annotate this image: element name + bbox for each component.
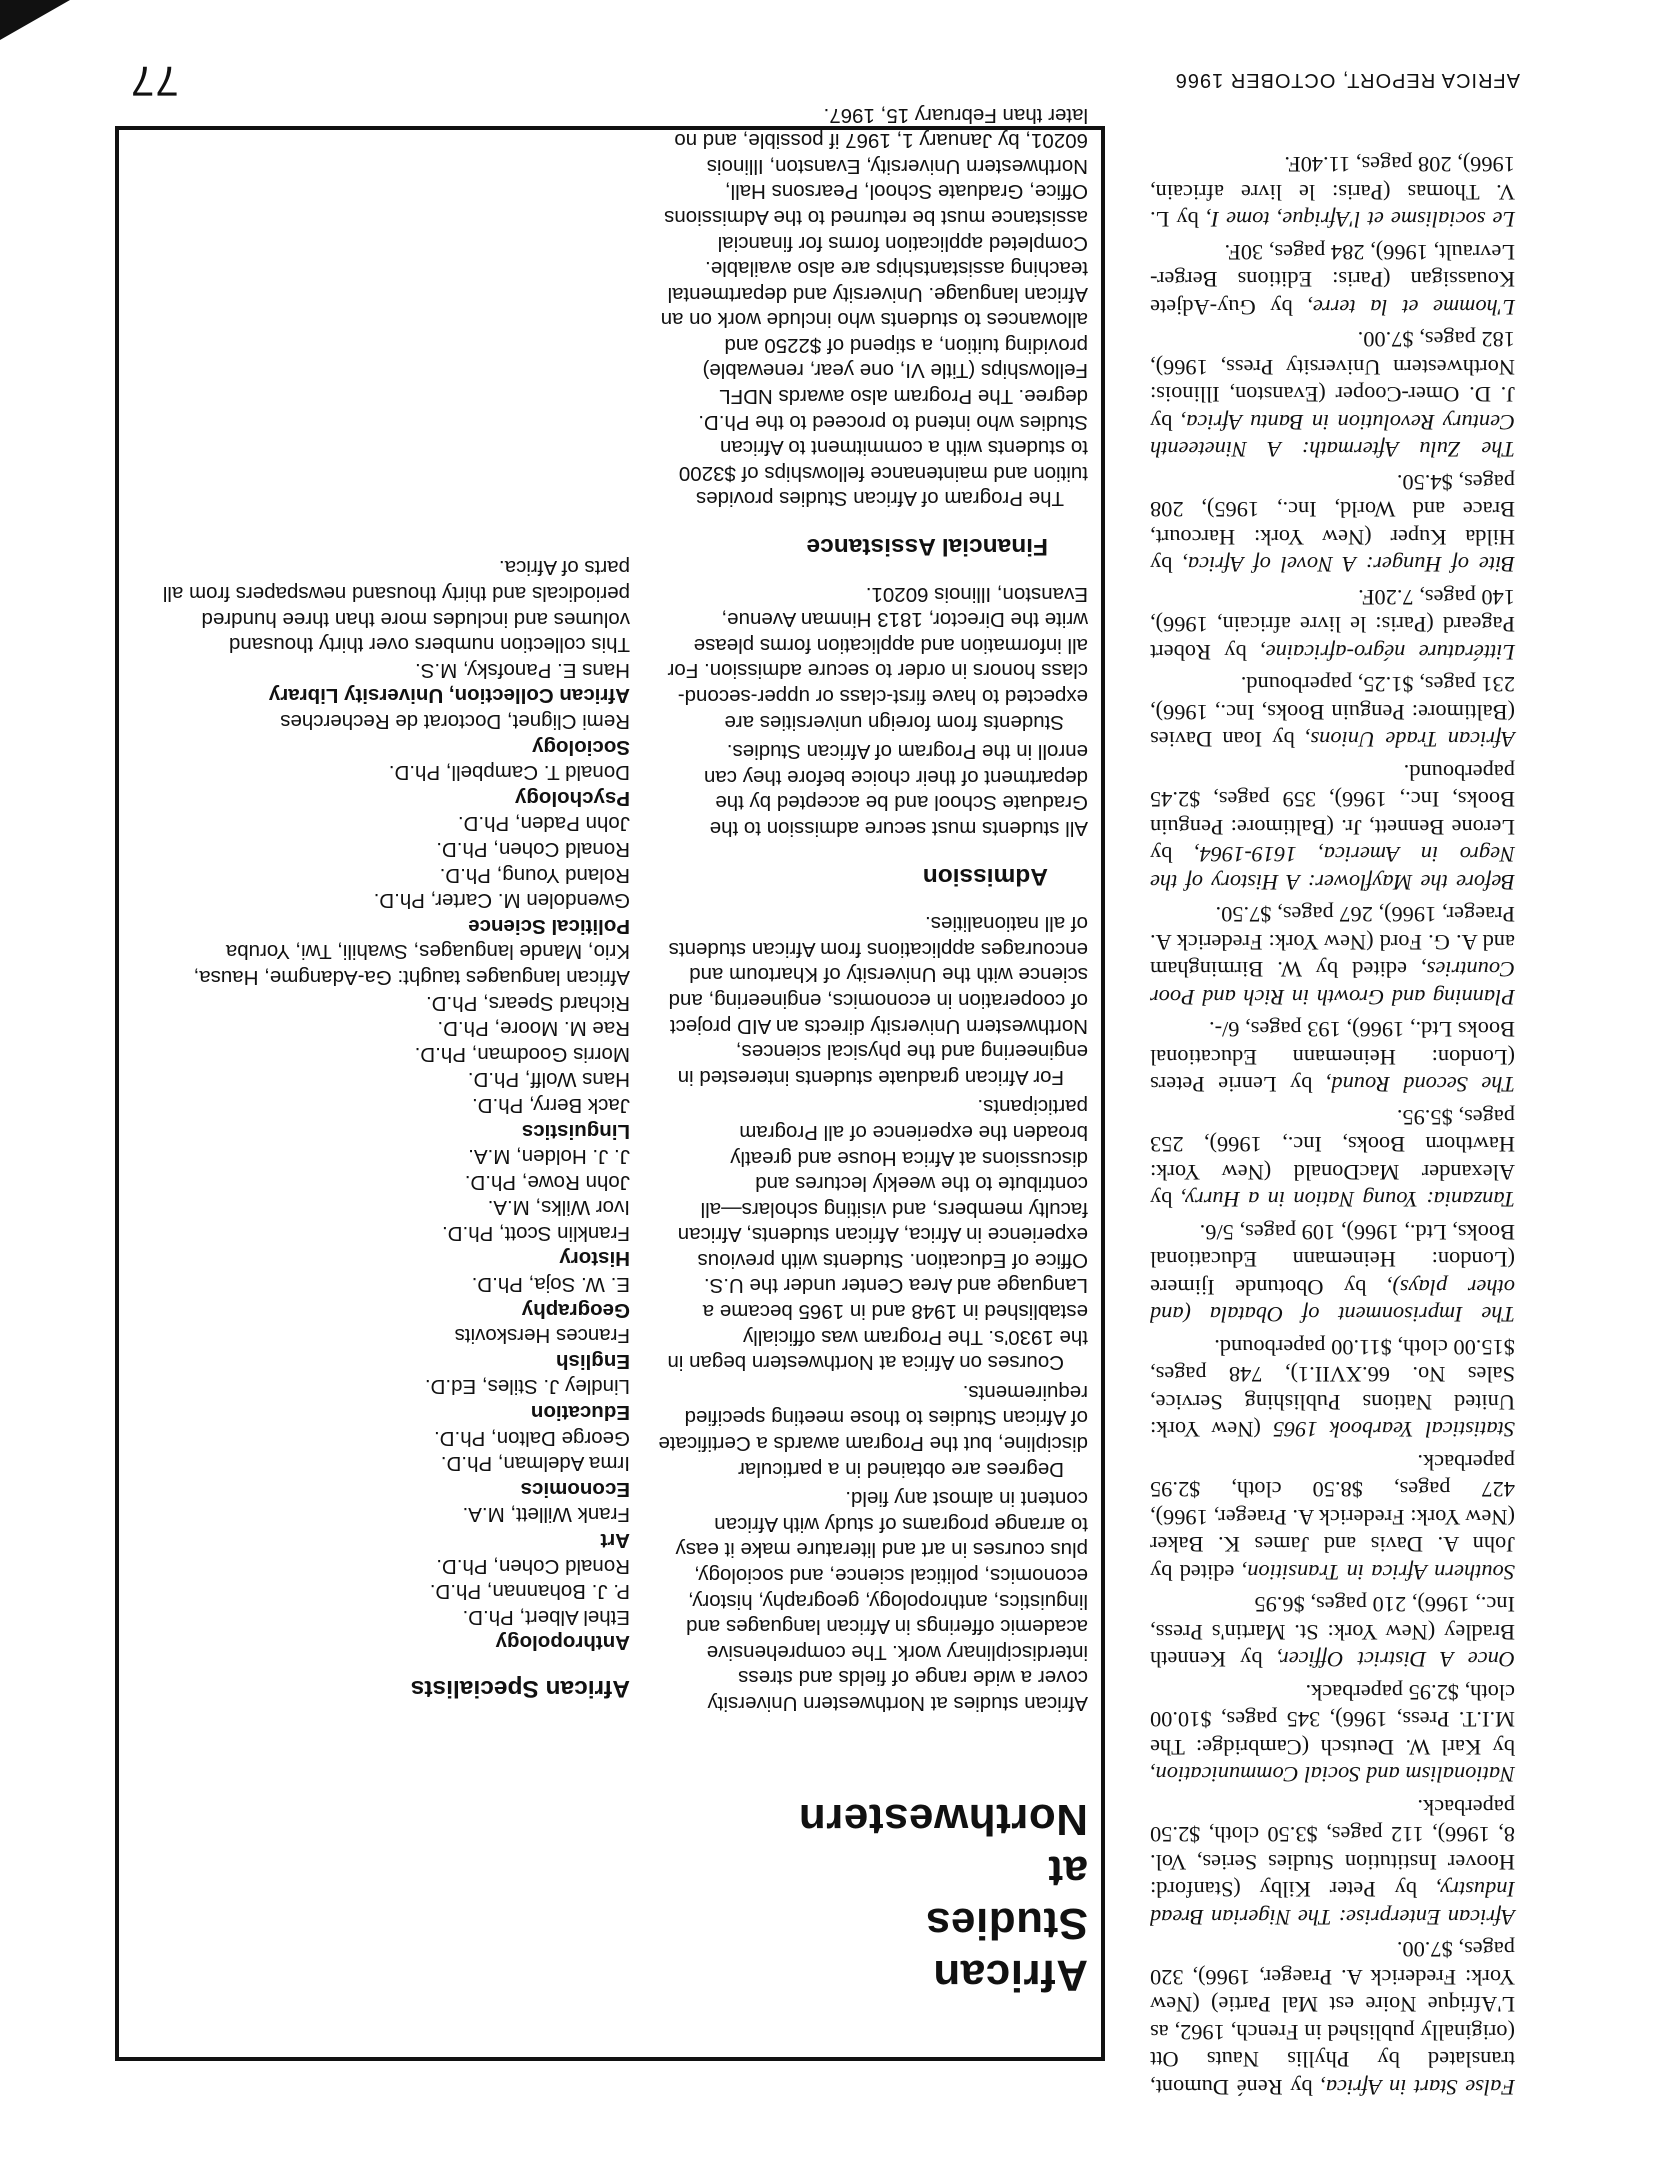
intro-section [658, 911, 1088, 1716]
discipline [150, 1502, 630, 1553]
specialist-list [150, 1502, 630, 1528]
discipline-name: English [555, 1349, 630, 1373]
book-title: The Zulu Aftermath: A Nineteenth Century Revolution in Bantu Africa, [1150, 410, 1515, 463]
book-details: by Lenrie Peters (London: Heinemann Educational Books Ltd., 1966), 193 pages, 6/-. [1150, 1017, 1515, 1098]
book-details: by Guy-Adjete Kouassigan (Paris: Editions Berger-Levrault, 1966), 284 pages, 30F. [1150, 240, 1515, 320]
specialist-list [150, 811, 630, 913]
specialist-name: J. J. Holden, M.A. [468, 1145, 630, 1169]
specialist-list [150, 1374, 630, 1400]
specialist-name: Roland Young, Ph.D. [439, 863, 630, 887]
specialist-list [150, 990, 630, 1118]
header-title: AFRICA REPORT, OCTOBER 1966 [1174, 69, 1520, 91]
discipline [150, 1272, 630, 1323]
specialist-name: Irma Adelman, Ph.D. [440, 1452, 630, 1476]
discipline [150, 1425, 630, 1502]
discipline-name: Art [600, 1529, 630, 1553]
book-details: by Karl W. Deutsch (Cambridge: The M.I.T. Press, 1966), 345 pages, $10.00 cloth, $2.95 paperback. [1150, 1680, 1515, 1760]
specialist-list [150, 1323, 630, 1349]
book-details: by Peter Kilby (Stanford: Hoover Institution Studies Series, Vol. 8, 1966), 112 pages, $3.50 cloth, $2.50 paperback. [1150, 1795, 1515, 1903]
book-entry [1150, 1679, 1515, 1789]
book-details: by Hilda Kuper (New York: Harcourt, Brace and World, Inc., 1965), 208 pages, $4.50. [1150, 470, 1515, 578]
book-details: by Lerone Bennett, Jr. (Baltimore: Penguin Books, Inc., 1966), 359 pages, $2.45 paperbound. [1150, 760, 1515, 868]
library-heading: African Collection, University Library [268, 684, 630, 708]
article-title-line: at Northwestern [798, 1795, 1088, 1896]
book-entry [1150, 326, 1515, 464]
paragraph: Degrees are obtained in a particular discipline, but the Program awards a Certificate of African Studies to those meeting specified requirements. [658, 1380, 1088, 1481]
specialist-name: Lindley J. Stiles, Ed.D. [424, 1375, 630, 1399]
book-entry [1150, 671, 1515, 754]
specialist-name: Richard Spears, Ph.D. [426, 991, 630, 1015]
discipline-name: Psychology [514, 786, 630, 810]
book-title: African Enterprise: The Nigerian Bread Industry, [1150, 1877, 1515, 1930]
article-title [758, 1793, 1088, 2001]
article-title-line: African Studies [925, 1899, 1088, 2000]
book-title: Nationalism and Social Communication, [1150, 1762, 1515, 1788]
discipline-list [150, 708, 630, 938]
specialist-name: P. J. Bohannan, Ph.D. [429, 1580, 630, 1604]
book-title: L'homme et la terre, [1307, 295, 1515, 320]
book-entry [1150, 1104, 1515, 1214]
specialist-name: John Paden, Ph.D. [457, 812, 630, 836]
paragraph: African studies at Northwestern University cover a wide range of fields and stress interdisciplinary work. The comprehensive academic offerings in African languages and linguistics, anthropology, geography, history, economics, political science, and sociology, plus courses in art and literature make it easy to arrange programs of study with African content in almost any field. [675, 1487, 1088, 1715]
paragraph: For African graduate students interested in engineering and the physical sciences, Northwestern University directs an AID project of cooperation in economics, engineering, and science with the University of Khartoum and encourages applications from African students of all nationalities. [668, 912, 1088, 1089]
discipline [150, 1144, 630, 1272]
discipline-list [150, 990, 630, 1655]
book-entry [1150, 1334, 1515, 1444]
book-list [1150, 146, 1515, 2101]
book-details: by René Dumont, translated by Phyllis Nauts Ott (originally published in French, 1962, as L'Afrique Noire est Mal Partie) (New York: Frederick A. Praeger, 1966), 320 pages, $7.00. [1150, 1937, 1515, 2100]
book-title: Bite of Hunger: A Novel of Africa, [1182, 552, 1515, 578]
book-details: edited by W. Birmingham and A. G. Ford (New York: Frederick A. Praeger, 1966), 267 pages, $7.50. [1150, 902, 1515, 983]
discipline-name: Political Science [468, 914, 630, 938]
paragraph: The Program of African Studies provides tuition and maintenance fellowships of $3200 to students with a commitment to African Studies who intend to proceed to the Ph.D. degree. The Program also awards NDFL Fellowships (Title VI, one year, renewable) providing tuition, a stipend of $2250 and allowances to students who include work on an African language. University and departmental teaching assistantships are also available. Completed application forms for financial assistance must be returned to the Admissions Office, Graduate School, Pearsons Hall, Northwestern University, Evanston, Illinois 60201, by January 1, 1967 if possible, and no later than February 15, 1967. [660, 103, 1088, 511]
specialist-name: George Dalton, Ph.D. [434, 1426, 630, 1450]
book-details: by L. V. Thomas (Paris: le livre africain, 1966), 208 pages, 11.40F. [1150, 152, 1515, 233]
specialist-name: Ethel Albert, Ph.D. [462, 1605, 630, 1629]
book-title: False Start in Africa, [1320, 2075, 1515, 2100]
discipline-name: Sociology [532, 735, 630, 759]
discipline-name: Geography [521, 1298, 630, 1322]
discipline-name: Economics [520, 1477, 630, 1501]
specialist-name: Gwendolen M. Carter, Ph.D. [373, 889, 630, 913]
book-entry [1150, 1591, 1515, 1674]
specialist-list [150, 1144, 630, 1246]
book-entry [1150, 469, 1515, 579]
book-entry [1150, 1449, 1515, 1587]
book-details: by Alexander MacDonald (New York: Hawthorn Books, Inc., 1966), 253 pages, $5.95. [1150, 1105, 1515, 1213]
book-entry [1150, 1794, 1515, 1932]
book-entry [1150, 1016, 1515, 1099]
specialist-name: Donald T. Campbell, Ph.D. [388, 761, 630, 785]
book-title: Le socialisme et l'Afrique, tome I, [1205, 207, 1515, 233]
book-title: Southern Africa in Transition, [1241, 1560, 1515, 1585]
specialist-name: Hans Wolff, Ph.D. [467, 1068, 630, 1092]
scan-corner-mark [0, 0, 70, 40]
specialist-name: Frank Willett, M.A. [462, 1503, 630, 1527]
discipline-name: Education [530, 1401, 630, 1425]
discipline [150, 1323, 630, 1374]
book-details: by Ioan Davies (Baltimore: Penguin Books, Inc., 1966), 231 pages, $1.25, paperbound. [1150, 672, 1515, 753]
book-entry [1150, 1219, 1515, 1329]
specialist-name: Remi Clignet, Doctorat de Recherches [280, 710, 630, 734]
discipline [150, 760, 630, 811]
book-entry [1150, 901, 1515, 1011]
book-title: The Second Round, [1325, 1072, 1515, 1098]
financial-assistance-heading: Financial Assistance [806, 533, 1048, 561]
book-entry [1150, 151, 1515, 234]
book-details: by Robert Pageard (Paris: le livre africain, 1966), 140 pages, 7.20F. [1150, 585, 1515, 665]
specialist-list [150, 1272, 630, 1298]
specialist-name: Frances Herskovits [454, 1324, 630, 1348]
article-body [658, 98, 1088, 1716]
book-title: African Trade Unions, [1304, 727, 1515, 753]
book-title: Littérature négro-africaine, [1260, 640, 1515, 665]
discipline-name: History [559, 1247, 630, 1271]
book-details: by Kenneth Bradley (New York: St. Martin's Press, Inc., 1966), 210 pages, $6.95 [1150, 1592, 1515, 1673]
discipline-name: Anthropology [495, 1631, 630, 1655]
book-title: Once A District Officer, [1276, 1647, 1515, 1673]
specialist-name: Ronald Cohen, Ph.D. [436, 1554, 630, 1578]
specialist-list [150, 760, 630, 786]
book-details: by Obotunde Ijimere (London: Heinemann Educational Books, Ltd., 1966), 109 pages, 5/6. [1150, 1220, 1515, 1300]
specialist-name: Jack Berry, Ph.D. [472, 1093, 630, 1117]
discipline [150, 811, 630, 939]
book-title: Before the Mayflower: A History of the Negro in America, 1619-1964, [1150, 842, 1515, 895]
book-details: by J. D. Omer-Cooper (Evanston, Illinois: Northwestern University Press, 1966), 182 pages, $7.00. [1150, 327, 1515, 435]
page-number: 77 [130, 58, 179, 105]
discipline [150, 708, 630, 759]
specialists-heading: African Specialists [410, 1675, 630, 1702]
specialist-list [150, 1425, 630, 1476]
specialist-list [150, 708, 630, 734]
specialist-name: Morris Goodman, Ph.D. [414, 1042, 630, 1066]
book-entry [1150, 1936, 1515, 2101]
book-entry [1150, 584, 1515, 667]
specialist-name: Ivor Wilks, M.A. [487, 1196, 630, 1220]
paragraph: All students must secure admission to the Graduate School and be accepted by the department of their choice before they can enroll in the Program of African Studies. [703, 740, 1088, 840]
paragraph: Courses on Africa at Northwestern began in the 1930's. The Program was officially established in 1948 and in 1965 became a Language and Area Center under the U.S. Office of Education. Students with previous experience in Africa, African students, African faculty members, and visiting scholars—all contribute to the weekly lectures and discussions at Africa House and greatly broaden the experience of all Program participants. [667, 1095, 1088, 1375]
book-entry [1150, 759, 1515, 897]
languages-note: African languages taught: Ga-Adangme, Hausa, Krio, Mande languages, Swahili, Twi, Yoruba [193, 940, 630, 989]
book-details: (New York: United Nations Publishing Service, Sales No. 66.XVII.1), 748 pages, $15.00 cloth, $11.00 paperbound. [1150, 1335, 1515, 1443]
admission-heading: Admission [922, 862, 1048, 890]
book-entry [1150, 239, 1515, 322]
book-title: Planning and Growth in Rich and Poor Countries, [1150, 957, 1515, 1010]
discipline-name: Linguistics [521, 1119, 630, 1143]
specialist-name: Ronald Cohen, Ph.D. [436, 838, 630, 861]
specialist-name: Rae M. Moore, Ph.D. [437, 1017, 630, 1041]
discipline [150, 1553, 630, 1655]
african-specialists [150, 555, 630, 1701]
discipline [150, 990, 630, 1144]
library-person: Hans E. Panofsky, M.S. [415, 658, 630, 682]
discipline [150, 1374, 630, 1425]
specialist-name: E. W. Soja, Ph.D. [471, 1273, 630, 1297]
library-note: This collection numbers over thirty thousand volumes and includes more than three hundred periodicals and thirty thousand newspapers from all parts of Africa. [162, 556, 630, 657]
specialist-list [150, 1553, 630, 1630]
paragraph: Students from foreign universities are expected to have first-class or upper-second-class honors in order to secure admission. For all information and application forms please write the Director, 1813 Hinman Avenue, Evanston, Illinois 60201. [667, 582, 1088, 734]
book-title: The Imprisonment of Obatala (and other plays), [1150, 1275, 1515, 1328]
specialist-name: John Rowe, Ph.D. [464, 1170, 630, 1194]
book-title: Tanzania: Young Nation in a Hurry, [1180, 1187, 1515, 1213]
book-details: edited by John A. Davis and James K. Baker (New York: Frederick A. Praeger, 1966), 427 pages, $8.50 cloth, $2.95 paperback. [1150, 1450, 1515, 1585]
book-title: Statistical Yearbook 1965 [1272, 1417, 1515, 1443]
specialist-name: Franklin Scott, Ph.D. [442, 1221, 630, 1245]
